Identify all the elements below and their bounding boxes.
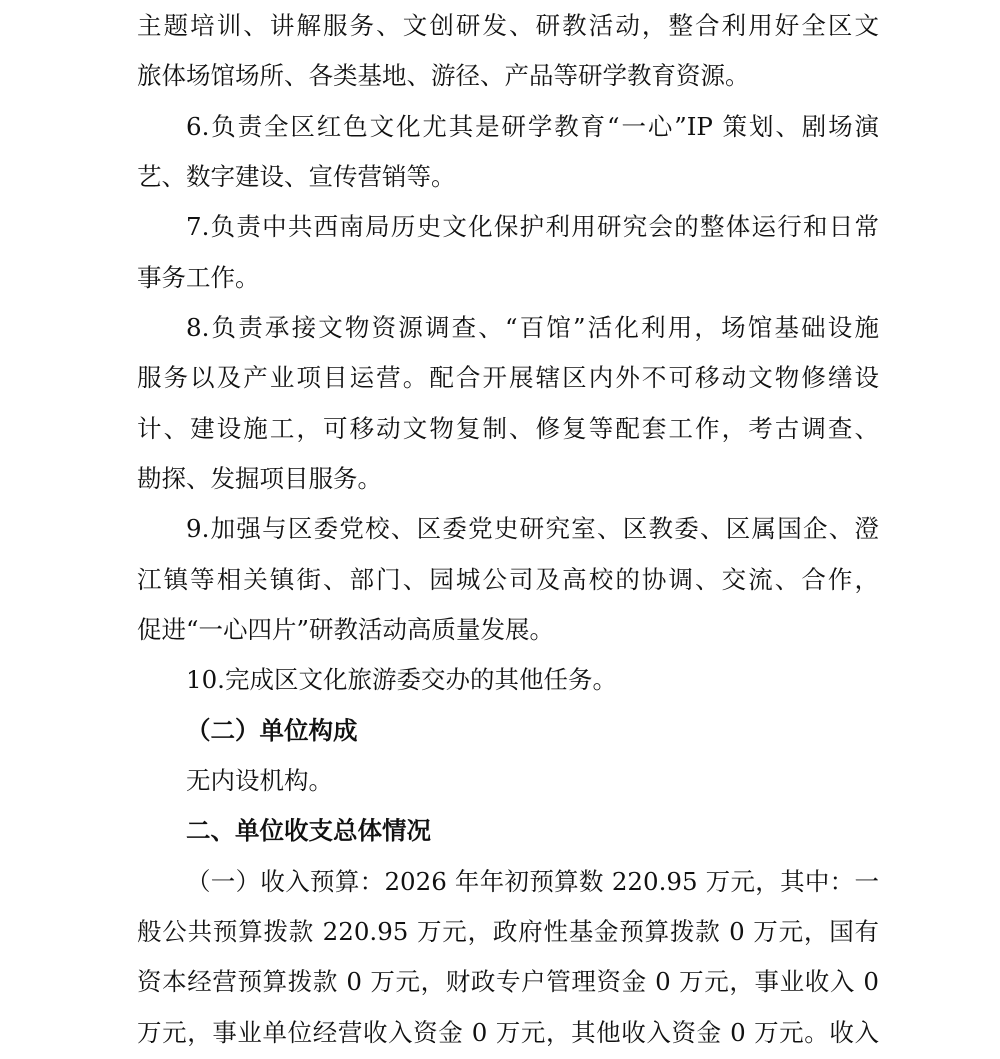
text-line: 促进“一心四片”研教活动高质量发展。 [137, 615, 555, 644]
text-line: （一）收入预算：2026 年年初预算数 220.95 万元，其中：一 [186, 867, 879, 896]
text-line: 艺、数字建设、宣传营销等。 [137, 162, 456, 191]
text-line: 主题培训、讲解服务、文创研发、研教活动，整合利用好全区文 [137, 11, 879, 40]
text-line: 勘探、发掘项目服务。 [137, 464, 382, 493]
text-line: 资本经营预算拨款 0 万元，财政专户管理资金 0 万元，事业收入 0 [137, 967, 879, 996]
text-line: 万元，事业单位经营收入资金 0 万元，其他收入资金 0 万元。收入 [137, 1018, 879, 1047]
text-line: 计、建设施工，可移动文物复制、修复等配套工作，考古调查、 [137, 414, 879, 443]
section-heading: 二、单位收支总体情况 [186, 816, 431, 845]
text-line: 10.完成区文化旅游委交办的其他任务。 [186, 665, 617, 694]
text-line: 8.负责承接文物资源调查、“百馆”活化利用，场馆基础设施 [186, 313, 879, 342]
text-line: 般公共预算拨款 220.95 万元，政府性基金预算拨款 0 万元，国有 [137, 917, 879, 946]
text-line: 无内设机构。 [186, 766, 333, 795]
text-line: 服务以及产业项目运营。配合开展辖区内外不可移动文物修缮设 [137, 363, 879, 392]
text-line: 旅体场馆场所、各类基地、游径、产品等研学教育资源。 [137, 61, 750, 90]
text-line: 6.负责全区红色文化尤其是研学教育“一心”IP 策划、剧场演 [186, 112, 879, 141]
text-line: 7.负责中共西南局历史文化保护利用研究会的整体运行和日常 [186, 212, 879, 241]
text-line: 事务工作。 [137, 263, 260, 292]
text-line: 江镇等相关镇街、部门、园城公司及高校的协调、交流、合作， [137, 565, 879, 594]
text-line: 9.加强与区委党校、区委党史研究室、区教委、区属国企、澄 [186, 514, 879, 543]
section-heading: （二）单位构成 [186, 716, 358, 745]
